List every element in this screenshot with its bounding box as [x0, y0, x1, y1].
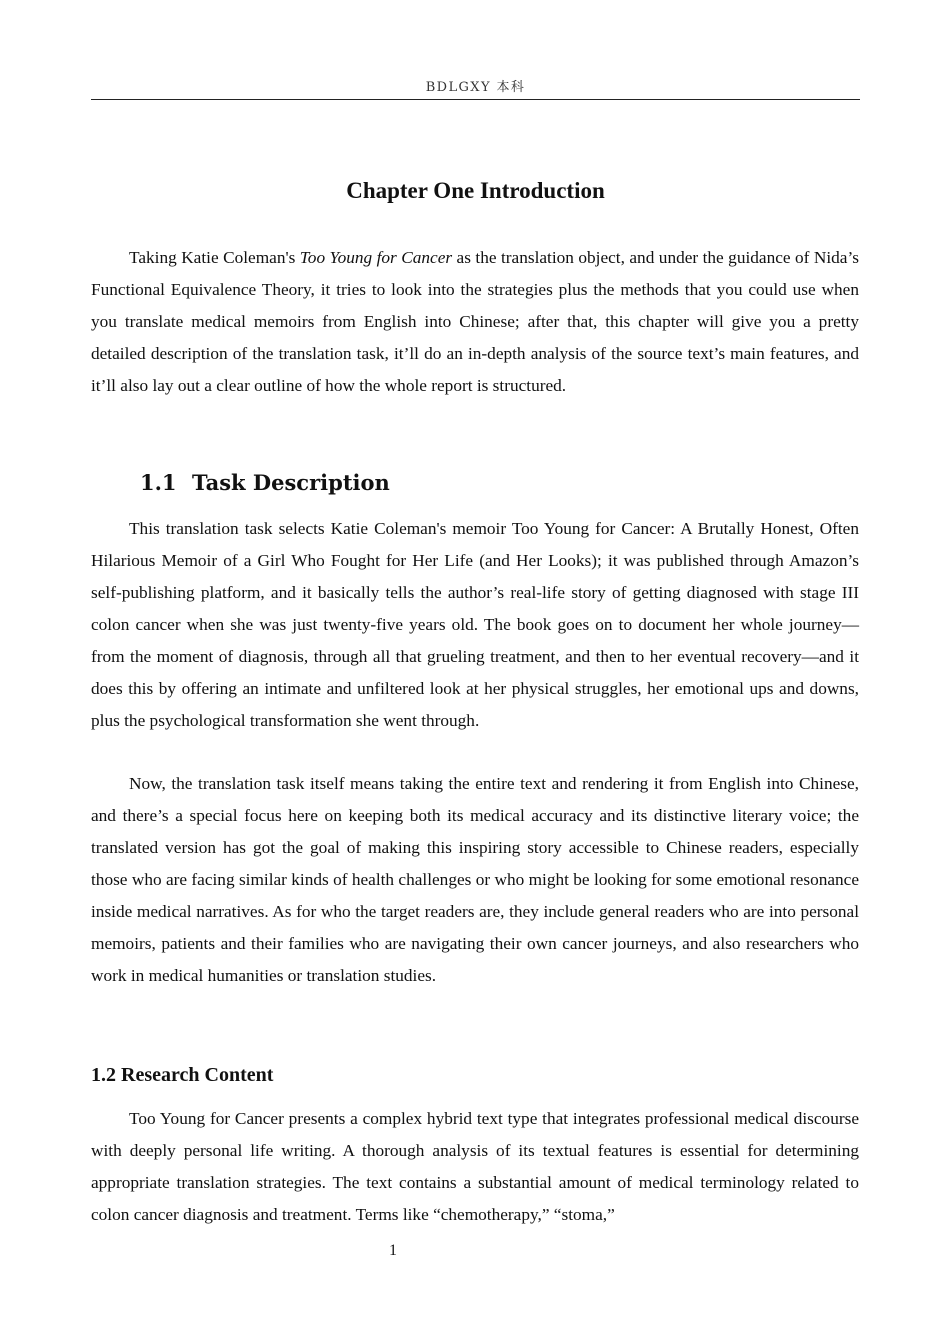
intro-text-rest: as the translation object, and under the guidance of Nida’s Functional Equivalence Theory, it tries to look into the strategies plus the methods that you could use when you translate medical memoirs from English into Chinese; after that, this chapter will give you a pretty detailed description of the translation task, it’ll do an in-depth analysis of the source text’s main features, and it’ll also lay out a clear outline of how the whole report is structured. — [91, 248, 859, 395]
book-title: Too Young for Cancer — [299, 248, 453, 267]
section-heading-task-description — [140, 470, 390, 495]
task-paragraph-1: This translation task selects Katie Coleman's memoir Too Young for Cancer: A Brutally Honest, Often Hilarious Memoir of a Girl Who Fought for Her Life (and Her Looks); it was published through Amazon’s self-publishing platform, and it basically tells the author’s real-life story of getting diagnosed with stage III colon cancer when she was just twenty-five years old. The book goes on to document her whole journey—from the moment of diagnosis, through all that grueling treatment, and then to her eventual recovery—and it does this by offering an intimate and unfiltered look at her physical struggles, her emotional ups and downs, plus the psychological transformation she went through. — [91, 519, 859, 730]
section-title: Task Description — [192, 470, 390, 495]
page-number: 1 — [389, 1242, 397, 1259]
section-number: 1.1 — [140, 470, 177, 495]
task-paragraph-2: Now, the translation task itself means taking the entire text and rendering it from English into Chinese, and there’s a special focus here on keeping both its medical accuracy and its distinctive literary voice; the translated version has got the goal of making this inspiring story accessible to Chinese readers, especially those who are facing similar kinds of health challenges or who might be looking for some emotional resonance inside medical narratives. As for who the target readers are, they include general readers who are into personal memoirs, patients and their families who are navigating their own cancer journeys, and also researchers who work in medical humanities or translation studies. — [91, 774, 859, 985]
chapter-title: Chapter One Introduction — [346, 178, 605, 203]
intro-paragraph — [91, 242, 859, 402]
research-paragraph: Too Young for Cancer presents a complex hybrid text type that integrates professional medical discourse with deeply personal life writing. A thorough analysis of its textual features is essential for determining appropriate translation strategies. The text contains a substantial amount of medical terminology related to colon cancer diagnosis and treatment. Terms like “chemotherapy,” “stoma,” — [91, 1109, 859, 1224]
header-rule — [91, 99, 860, 100]
intro-text-start: Taking Katie Coleman's — [129, 248, 300, 267]
section-heading-research-content: 1.2 Research Content — [91, 1064, 274, 1086]
page-header: BDLGXY 本科 — [425, 80, 526, 95]
